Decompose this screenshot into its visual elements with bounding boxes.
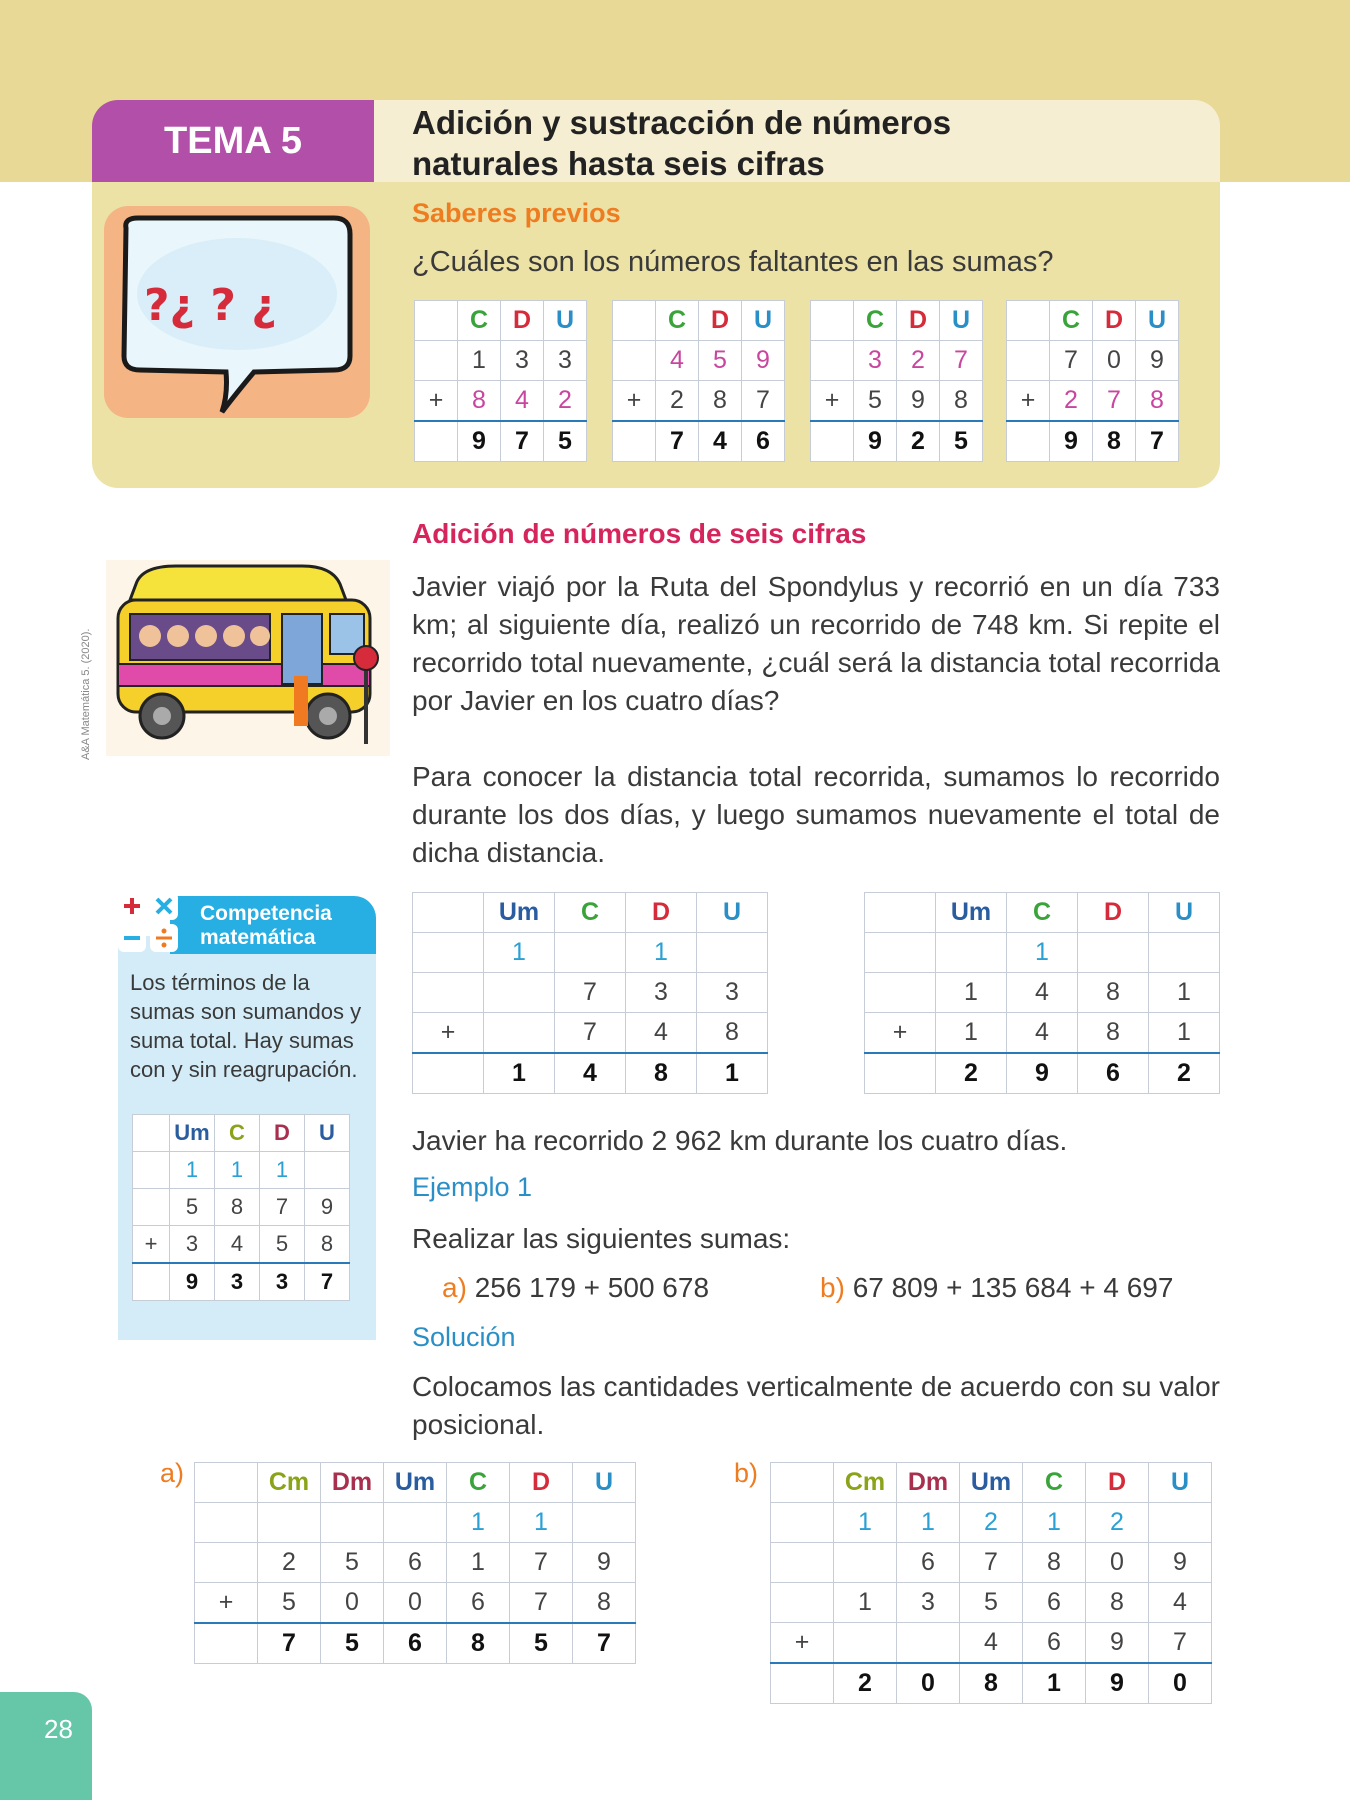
table-row bbox=[415, 381, 587, 422]
table-cell: 3 bbox=[215, 1263, 260, 1301]
table-cell: 0 bbox=[897, 1663, 960, 1704]
competencia-header bbox=[170, 896, 376, 954]
example-table-a bbox=[194, 1462, 636, 1664]
table-cell: 5 bbox=[170, 1189, 215, 1226]
table-cell: 5 bbox=[544, 421, 587, 462]
table-row bbox=[415, 421, 587, 462]
title-line-1: Adición y sustracción de números bbox=[412, 104, 952, 141]
table-cell: 9 bbox=[1149, 1543, 1212, 1583]
table-row bbox=[865, 1053, 1220, 1094]
table-cell: 9 bbox=[854, 421, 897, 462]
speech-bubble-icon bbox=[104, 206, 370, 418]
table-cell bbox=[771, 1583, 834, 1623]
table-row bbox=[771, 1503, 1212, 1543]
table-cell bbox=[413, 893, 484, 933]
table-cell bbox=[771, 1543, 834, 1583]
table-cell: D bbox=[897, 301, 940, 341]
table-cell: + bbox=[415, 381, 458, 422]
table-cell: 6 bbox=[384, 1623, 447, 1664]
table-cell bbox=[865, 973, 936, 1013]
table-cell bbox=[613, 301, 656, 341]
table-cell: U bbox=[544, 301, 587, 341]
table-cell bbox=[613, 421, 656, 462]
table-cell: 8 bbox=[215, 1189, 260, 1226]
table-row bbox=[1007, 381, 1179, 422]
table-row bbox=[133, 1263, 350, 1301]
table-cell bbox=[195, 1543, 258, 1583]
ejemplo-a bbox=[442, 1272, 709, 1304]
table-cell bbox=[133, 1152, 170, 1189]
table-a-label: a) bbox=[160, 1458, 185, 1488]
table-cell: U bbox=[940, 301, 983, 341]
table-cell: + bbox=[195, 1583, 258, 1624]
table-cell: 1 bbox=[170, 1152, 215, 1189]
table-cell: C bbox=[1050, 301, 1093, 341]
table-cell: 2 bbox=[544, 381, 587, 422]
saberes-heading: Saberes previos bbox=[412, 198, 621, 228]
table-cell bbox=[195, 1463, 258, 1503]
competencia-title-2: matemática bbox=[200, 926, 316, 949]
table-cell: 0 bbox=[321, 1583, 384, 1624]
table-cell: 3 bbox=[544, 341, 587, 381]
table-cell: Um bbox=[960, 1463, 1023, 1503]
table-cell: Um bbox=[384, 1463, 447, 1503]
saberes-table-1 bbox=[414, 300, 587, 462]
table-cell: 4 bbox=[501, 381, 544, 422]
table-cell: 7 bbox=[656, 421, 699, 462]
table-row bbox=[771, 1623, 1212, 1664]
table-cell: U bbox=[742, 301, 785, 341]
table-cell bbox=[413, 973, 484, 1013]
table-cell: 3 bbox=[854, 341, 897, 381]
table-cell: 3 bbox=[897, 1583, 960, 1623]
table-cell: 5 bbox=[510, 1623, 573, 1664]
table-cell: 3 bbox=[626, 973, 697, 1013]
table-cell: 3 bbox=[501, 341, 544, 381]
image-credit: A&A Matemática 5. (2020). bbox=[80, 628, 92, 760]
table-cell bbox=[413, 933, 484, 973]
table-row bbox=[1007, 341, 1179, 381]
table-cell: Um bbox=[936, 893, 1007, 933]
table-cell: 7 bbox=[573, 1623, 636, 1664]
table-row bbox=[771, 1583, 1212, 1623]
table-cell bbox=[811, 421, 854, 462]
competencia-text: Los términos de la sumas son sumandos y suma total. Hay sumas con y sin reagrupación. bbox=[130, 970, 362, 1082]
table-row bbox=[195, 1583, 636, 1624]
table-cell: 5 bbox=[940, 421, 983, 462]
table-row bbox=[415, 301, 587, 341]
table-cell: 6 bbox=[384, 1543, 447, 1583]
table-cell bbox=[865, 893, 936, 933]
table-cell: 9 bbox=[1136, 341, 1179, 381]
table-cell: 8 bbox=[1136, 381, 1179, 422]
table-cell: U bbox=[1149, 893, 1220, 933]
table-cell: 6 bbox=[1023, 1583, 1086, 1623]
table-cell: 4 bbox=[626, 1013, 697, 1054]
table-cell: C bbox=[215, 1115, 260, 1152]
table-cell bbox=[1078, 933, 1149, 973]
table-cell: 9 bbox=[742, 341, 785, 381]
table-cell: 1 bbox=[936, 1013, 1007, 1054]
ejemplo-b-expr: 67 809 + 135 684 + 4 697 bbox=[852, 1272, 1174, 1303]
table-cell: D bbox=[501, 301, 544, 341]
table-cell: 5 bbox=[321, 1543, 384, 1583]
table-cell: 9 bbox=[1050, 421, 1093, 462]
table-row bbox=[1007, 301, 1179, 341]
table-cell: + bbox=[1007, 381, 1050, 422]
table-cell: U bbox=[305, 1115, 350, 1152]
table-cell: 1 bbox=[260, 1152, 305, 1189]
table-cell: 7 bbox=[1136, 421, 1179, 462]
table-cell: + bbox=[413, 1013, 484, 1054]
table-cell: 8 bbox=[1086, 1583, 1149, 1623]
table-cell: 5 bbox=[260, 1226, 305, 1264]
page-number: 28 bbox=[0, 1692, 92, 1800]
table-cell: 0 bbox=[1093, 341, 1136, 381]
table-cell: 8 bbox=[626, 1053, 697, 1094]
table-cell: D bbox=[1093, 301, 1136, 341]
table-cell bbox=[936, 933, 1007, 973]
table-cell bbox=[321, 1503, 384, 1543]
table-cell: 7 bbox=[960, 1543, 1023, 1583]
table-cell: 8 bbox=[305, 1226, 350, 1264]
table-cell bbox=[1149, 1503, 1212, 1543]
table-cell: 1 bbox=[834, 1503, 897, 1543]
table-row bbox=[195, 1543, 636, 1583]
table-cell: 2 bbox=[897, 421, 940, 462]
table-cell bbox=[484, 1013, 555, 1054]
table-cell: U bbox=[1149, 1463, 1212, 1503]
table-cell: 1 bbox=[936, 973, 1007, 1013]
saberes-question: ¿Cuáles son los números faltantes en las sumas? bbox=[412, 246, 1054, 278]
table-cell: + bbox=[811, 381, 854, 422]
table-row bbox=[413, 1053, 768, 1094]
table-cell bbox=[1149, 933, 1220, 973]
table-row bbox=[865, 933, 1220, 973]
table-cell: 8 bbox=[1023, 1543, 1086, 1583]
table-cell: 8 bbox=[699, 381, 742, 422]
table-cell: 4 bbox=[1149, 1583, 1212, 1623]
table-cell bbox=[771, 1463, 834, 1503]
table-cell: 1 bbox=[834, 1583, 897, 1623]
table-row bbox=[413, 1013, 768, 1054]
solucion-label: Solución bbox=[412, 1322, 516, 1352]
table-cell: 1 bbox=[897, 1503, 960, 1543]
table-cell: 5 bbox=[258, 1583, 321, 1624]
table-cell: D bbox=[1086, 1463, 1149, 1503]
bubble-question-marks: ?¿ ? ¿ bbox=[144, 280, 277, 331]
ejemplo-label: Ejemplo 1 bbox=[412, 1172, 533, 1202]
competencia-title-1: Competencia bbox=[200, 902, 332, 925]
table-cell: 8 bbox=[458, 381, 501, 422]
table-cell: 9 bbox=[1007, 1053, 1078, 1094]
table-cell: D bbox=[1078, 893, 1149, 933]
table-cell: 7 bbox=[555, 973, 626, 1013]
table-cell: 7 bbox=[940, 341, 983, 381]
table-cell bbox=[133, 1115, 170, 1152]
table-cell: 7 bbox=[742, 381, 785, 422]
table-cell: 2 bbox=[1086, 1503, 1149, 1543]
table-cell: 8 bbox=[1078, 1013, 1149, 1054]
table-cell: U bbox=[697, 893, 768, 933]
table-cell: + bbox=[865, 1013, 936, 1054]
table-cell: 1 bbox=[626, 933, 697, 973]
sum-table-1 bbox=[412, 892, 768, 1094]
table-row bbox=[195, 1463, 636, 1503]
table-row bbox=[613, 341, 785, 381]
table-cell: Um bbox=[170, 1115, 215, 1152]
table-row bbox=[811, 381, 983, 422]
table-cell: 2 bbox=[656, 381, 699, 422]
table-cell: 9 bbox=[1086, 1623, 1149, 1664]
table-cell: 5 bbox=[321, 1623, 384, 1664]
table-cell bbox=[415, 301, 458, 341]
table-cell bbox=[811, 301, 854, 341]
table-cell: Um bbox=[484, 893, 555, 933]
table-cell: 1 bbox=[1149, 1013, 1220, 1054]
table-cell: 3 bbox=[170, 1226, 215, 1264]
table-cell: 2 bbox=[897, 341, 940, 381]
table-cell: 1 bbox=[1023, 1503, 1086, 1543]
table-cell bbox=[1007, 301, 1050, 341]
table-cell: 4 bbox=[1007, 973, 1078, 1013]
title-line-2: naturales hasta seis cifras bbox=[412, 145, 825, 182]
saberes-table-3 bbox=[810, 300, 983, 462]
table-row bbox=[811, 421, 983, 462]
table-row bbox=[771, 1663, 1212, 1704]
table-cell: 9 bbox=[170, 1263, 215, 1301]
table-cell: 2 bbox=[960, 1503, 1023, 1543]
ejemplo-b-label: b) bbox=[820, 1272, 845, 1303]
table-cell: 2 bbox=[1149, 1053, 1220, 1094]
table-cell: 1 bbox=[484, 1053, 555, 1094]
table-cell: 4 bbox=[1007, 1013, 1078, 1054]
table-cell: 6 bbox=[1078, 1053, 1149, 1094]
table-cell: 1 bbox=[1149, 973, 1220, 1013]
table-b-label: b) bbox=[734, 1458, 759, 1488]
table-cell: 3 bbox=[260, 1263, 305, 1301]
table-cell: C bbox=[447, 1463, 510, 1503]
table-cell: Cm bbox=[834, 1463, 897, 1503]
table-cell: 2 bbox=[1050, 381, 1093, 422]
table-cell: 1 bbox=[447, 1543, 510, 1583]
table-cell: 7 bbox=[1050, 341, 1093, 381]
table-row bbox=[771, 1543, 1212, 1583]
table-cell: 3 bbox=[697, 973, 768, 1013]
table-cell: 5 bbox=[699, 341, 742, 381]
table-cell bbox=[484, 973, 555, 1013]
table-cell bbox=[613, 341, 656, 381]
adicion-heading: Adición de números de seis cifras bbox=[412, 518, 867, 549]
explanation-text: Para conocer la distancia total recorrida, sumamos lo recorrido durante los dos días, y luego sumamos nuevamente el total de dicha distancia. bbox=[412, 761, 1220, 868]
table-cell bbox=[133, 1189, 170, 1226]
table-cell bbox=[697, 933, 768, 973]
table-cell: 7 bbox=[501, 421, 544, 462]
table-cell: 4 bbox=[215, 1226, 260, 1264]
table-cell bbox=[555, 933, 626, 973]
table-cell: 0 bbox=[1086, 1543, 1149, 1583]
table-cell: + bbox=[133, 1226, 170, 1264]
table-row bbox=[413, 973, 768, 1013]
page-title bbox=[412, 102, 1212, 184]
table-cell: 6 bbox=[447, 1583, 510, 1624]
table-cell: 4 bbox=[555, 1053, 626, 1094]
table-row bbox=[195, 1623, 636, 1664]
table-cell: 1 bbox=[484, 933, 555, 973]
table-cell: 9 bbox=[458, 421, 501, 462]
ejemplo-a-expr: 256 179 + 500 678 bbox=[474, 1272, 710, 1303]
table-cell: C bbox=[1007, 893, 1078, 933]
table-cell bbox=[573, 1503, 636, 1543]
table-cell: C bbox=[656, 301, 699, 341]
table-cell bbox=[865, 1053, 936, 1094]
table-row bbox=[613, 381, 785, 422]
table-cell: Dm bbox=[321, 1463, 384, 1503]
table-cell bbox=[897, 1623, 960, 1664]
ejemplo-b bbox=[820, 1272, 1173, 1304]
table-cell: 1 bbox=[1007, 933, 1078, 973]
table-cell bbox=[771, 1503, 834, 1543]
table-cell: 7 bbox=[260, 1189, 305, 1226]
saberes-table-2 bbox=[612, 300, 785, 462]
table-cell: 9 bbox=[305, 1189, 350, 1226]
table-row bbox=[415, 341, 587, 381]
table-cell: 6 bbox=[1023, 1623, 1086, 1664]
table-cell: 6 bbox=[897, 1543, 960, 1583]
table-cell: 2 bbox=[258, 1543, 321, 1583]
table-cell: 7 bbox=[258, 1623, 321, 1664]
table-cell: 1 bbox=[697, 1053, 768, 1094]
solucion-text: Colocamos las cantidades verticalmente de acuerdo con su valor posicional. bbox=[412, 1371, 1220, 1440]
table-cell: D bbox=[510, 1463, 573, 1503]
table-cell bbox=[195, 1503, 258, 1543]
table-cell bbox=[771, 1663, 834, 1704]
result-text: Javier ha recorrido 2 962 km durante los cuatro días. bbox=[412, 1125, 1068, 1156]
table-cell: D bbox=[699, 301, 742, 341]
table-row bbox=[613, 301, 785, 341]
table-row bbox=[771, 1463, 1212, 1503]
tema-badge: TEMA 5 bbox=[92, 100, 374, 182]
table-cell: 8 bbox=[697, 1013, 768, 1054]
table-cell: 5 bbox=[960, 1583, 1023, 1623]
table-cell: C bbox=[458, 301, 501, 341]
table-cell bbox=[305, 1152, 350, 1189]
table-cell bbox=[258, 1503, 321, 1543]
table-cell: 0 bbox=[384, 1583, 447, 1624]
table-cell: 2 bbox=[936, 1053, 1007, 1094]
table-cell: 2 bbox=[834, 1663, 897, 1704]
sum-table-2 bbox=[864, 892, 1220, 1094]
table-cell: 1 bbox=[1023, 1663, 1086, 1704]
table-cell: Cm bbox=[258, 1463, 321, 1503]
table-cell: 4 bbox=[656, 341, 699, 381]
table-row bbox=[413, 893, 768, 933]
bus-illustration-icon bbox=[106, 560, 390, 756]
table-cell: U bbox=[573, 1463, 636, 1503]
table-cell: 7 bbox=[510, 1583, 573, 1624]
table-cell: 7 bbox=[510, 1543, 573, 1583]
table-cell: 1 bbox=[458, 341, 501, 381]
table-cell: 8 bbox=[1078, 973, 1149, 1013]
table-cell: + bbox=[613, 381, 656, 422]
table-cell bbox=[1007, 421, 1050, 462]
table-row bbox=[613, 421, 785, 462]
table-cell: U bbox=[1136, 301, 1179, 341]
example-table-b bbox=[770, 1462, 1212, 1704]
ejemplo-a-label: a) bbox=[442, 1272, 467, 1303]
table-cell: C bbox=[555, 893, 626, 933]
table-cell bbox=[834, 1543, 897, 1583]
table-cell: 7 bbox=[1149, 1623, 1212, 1664]
table-cell: 8 bbox=[573, 1583, 636, 1624]
table-cell: 8 bbox=[940, 381, 983, 422]
table-row bbox=[865, 893, 1220, 933]
table-row bbox=[133, 1189, 350, 1226]
table-cell: 1 bbox=[215, 1152, 260, 1189]
table-cell bbox=[865, 933, 936, 973]
table-cell: 8 bbox=[1093, 421, 1136, 462]
table-cell: 8 bbox=[960, 1663, 1023, 1704]
table-cell: 9 bbox=[1086, 1663, 1149, 1704]
table-cell: 4 bbox=[699, 421, 742, 462]
table-cell: D bbox=[260, 1115, 305, 1152]
table-cell: 1 bbox=[447, 1503, 510, 1543]
table-cell: + bbox=[771, 1623, 834, 1664]
table-row bbox=[195, 1503, 636, 1543]
table-row bbox=[133, 1152, 350, 1189]
table-row bbox=[865, 1013, 1220, 1054]
table-cell bbox=[195, 1623, 258, 1664]
table-cell: 8 bbox=[447, 1623, 510, 1664]
table-row bbox=[413, 933, 768, 973]
table-row bbox=[133, 1226, 350, 1264]
table-cell bbox=[1007, 341, 1050, 381]
table-row bbox=[1007, 421, 1179, 462]
saberes-table-4 bbox=[1006, 300, 1179, 462]
table-cell bbox=[415, 341, 458, 381]
problem-text: Javier viajó por la Ruta del Spondylus y recorrió en un día 733 km; al siguiente día, realizó un recorrido de 748 km. Si repite el recorrido total nuevamente, ¿cuál será la distancia total recorrida por Javier en los cuatro días? bbox=[412, 571, 1220, 716]
table-cell bbox=[413, 1053, 484, 1094]
competencia-table bbox=[132, 1114, 350, 1301]
table-cell bbox=[384, 1503, 447, 1543]
table-cell: 5 bbox=[854, 381, 897, 422]
table-cell: 9 bbox=[573, 1543, 636, 1583]
table-cell bbox=[133, 1263, 170, 1301]
table-cell: C bbox=[1023, 1463, 1086, 1503]
table-cell: 1 bbox=[510, 1503, 573, 1543]
table-cell: 7 bbox=[305, 1263, 350, 1301]
table-cell: 7 bbox=[1093, 381, 1136, 422]
table-cell: 9 bbox=[897, 381, 940, 422]
ejemplo-prompt: Realizar las siguientes sumas: bbox=[412, 1223, 791, 1254]
table-row bbox=[133, 1115, 350, 1152]
table-cell bbox=[834, 1623, 897, 1664]
table-cell: 6 bbox=[742, 421, 785, 462]
table-cell: C bbox=[854, 301, 897, 341]
table-row bbox=[865, 973, 1220, 1013]
table-cell: 4 bbox=[960, 1623, 1023, 1664]
table-row bbox=[811, 341, 983, 381]
table-cell: Dm bbox=[897, 1463, 960, 1503]
table-cell bbox=[811, 341, 854, 381]
table-cell bbox=[415, 421, 458, 462]
table-cell: 0 bbox=[1149, 1663, 1212, 1704]
table-row bbox=[811, 301, 983, 341]
math-operators-icon bbox=[116, 890, 182, 956]
table-cell: D bbox=[626, 893, 697, 933]
table-cell: 7 bbox=[555, 1013, 626, 1054]
